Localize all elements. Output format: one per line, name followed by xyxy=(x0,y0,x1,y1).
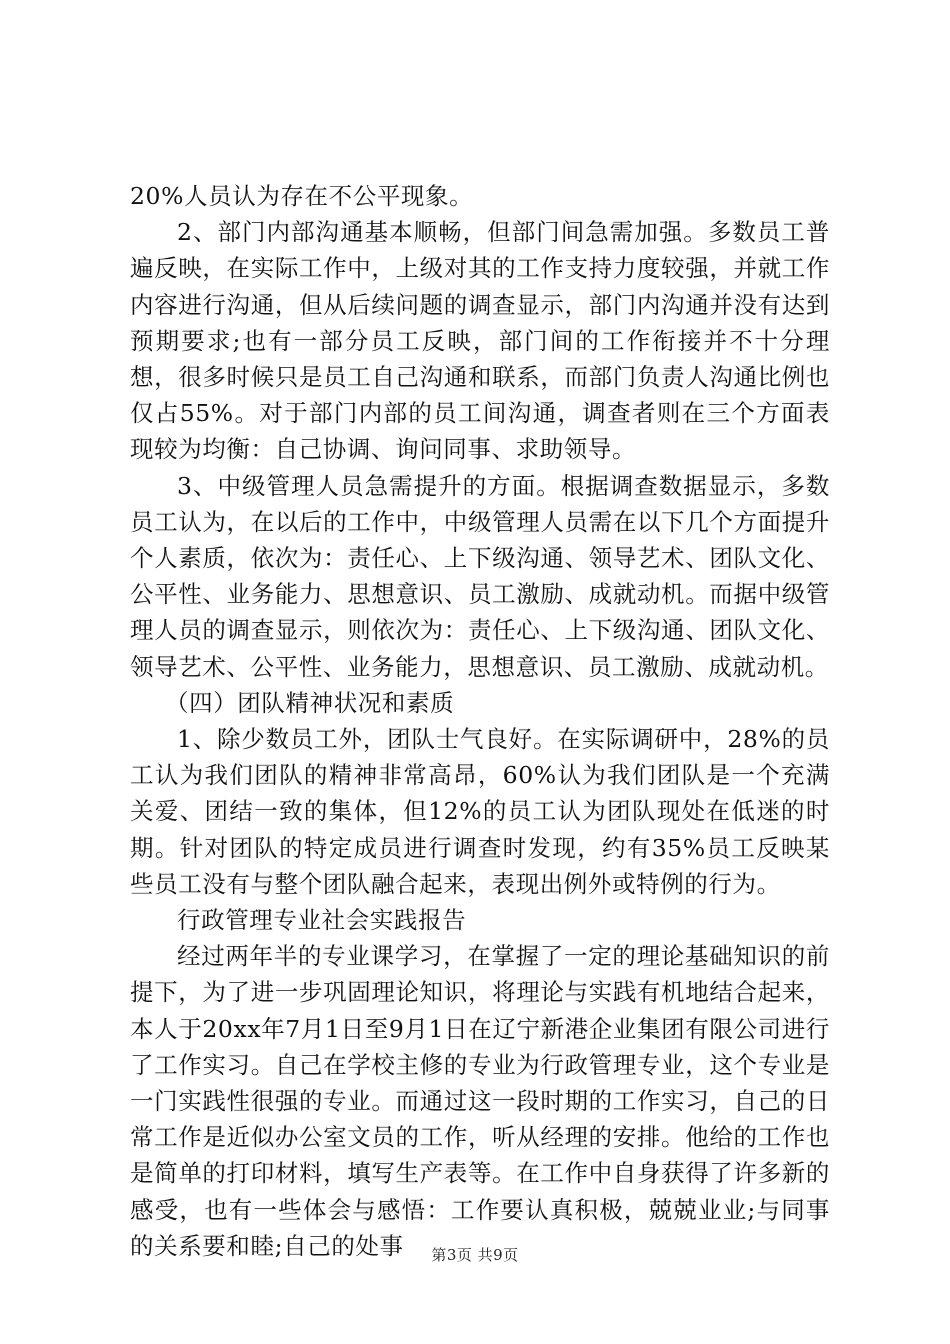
paragraph-internship: 经过两年半的专业课学习，在掌握了一定的理论基础知识的前提下，为了进一步巩固理论知识，将理论与实践有机地结合起来，本人于20xx年7月1日至9月1日在辽宁新港企业集团有限公司进行了工作实习。自己在学校主修的专业为行政管理专业，这个专业是一门实践性很强的专业。而通过这一段时期的工作实习，自己的日常工作是近似办公室文员的工作，听从经理的安排。他给的工作也是简单的打印材料，填写生产表等。在工作中自身获得了许多新的感受，也有一些体会与感悟：工作要认真积极，兢兢业业;与同事的关系要和睦;自己的处事 xyxy=(130,942,830,1260)
page-number: 第3页 共9页 xyxy=(431,1246,519,1264)
paragraph-team-morale: 1、除少数员工外，团队士气良好。在实际调研中，28%的员工认为我们团队的精神非常高昂，60%认为我们团队是一个充满关爱、团结一致的集体，但12%的员工认为团队现处在低迷的时期。针对团队的特定成员进行调查时发现，约有35%员工反映某些员工没有与整个团队融合起来，表现出例外或特例的行为。 xyxy=(130,725,830,898)
paragraph-communication: 2、部门内部沟通基本顺畅，但部门间急需加强。多数员工普遍反映，在实际工作中，上级对其的工作支持力度较强，并就工作内容进行沟通，但从后续问题的调查显示，部门内沟通并没有达到预期要求;也有一部分员工反映，部门间的工作衔接并不十分理想，很多时候只是员工自己沟通和联系，而部门负责人沟通比例也仅占55%。对于部门内部的员工间沟通，调查者则在三个方面表现较为均衡：自己协调、询问同事、求助领导。 xyxy=(130,218,830,464)
section-heading-team-spirit: （四）团队精神状况和素质 xyxy=(165,688,455,717)
paragraph-continuation: 20%人员认为存在不公平现象。 xyxy=(130,182,474,210)
document-body xyxy=(130,178,830,1264)
report-title: 行政管理专业社会实践报告 xyxy=(177,906,467,935)
paragraph-middle-management: 3、中级管理人员急需提升的方面。根据调查数据显示，多数员工认为，在以后的工作中，中级管理人员需在以下几个方面提升个人素质，依次为：责任心、上下级沟通、领导艺术、团队文化、公平性、业务能力、思想意识、员工激励、成就动机。而据中级管理人员的调查显示，则依次为：责任心、上下级沟通、团队文化、领导艺术、公平性、业务能力，思想意识、员工激励、成就动机。 xyxy=(130,471,830,681)
